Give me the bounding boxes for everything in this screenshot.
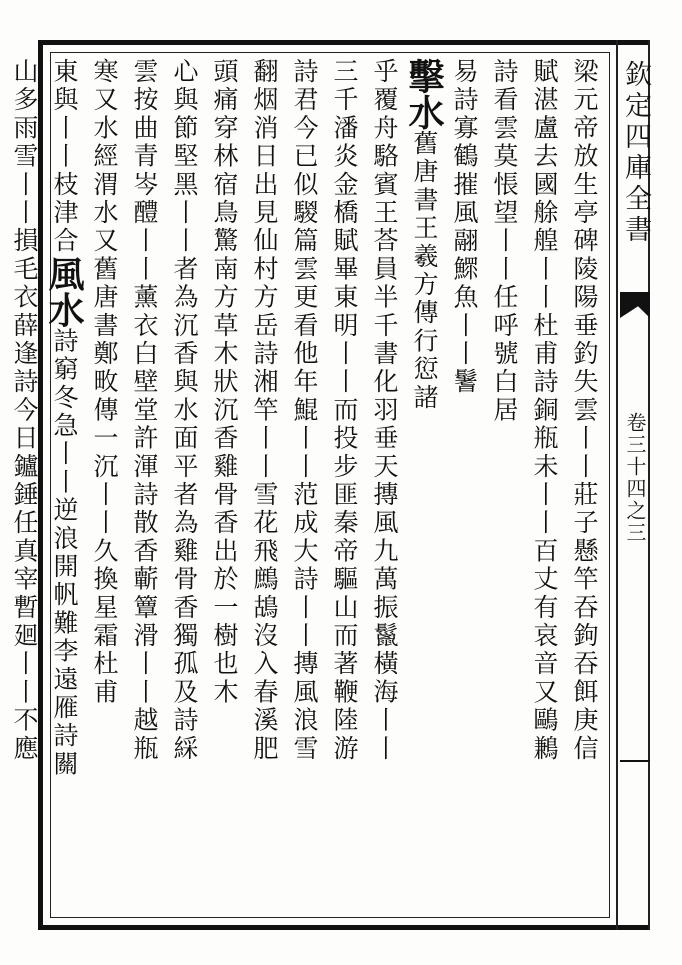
column-text: 賦湛盧去國艅艎丨丨杜甫詩銅瓶未丨丨百丈有哀音又鷗鶼 (530, 58, 559, 763)
volume-number: 卷三十四之三 (623, 412, 647, 544)
column-text: 雲按曲青岑醴丨丨薰衣白壁堂許渾詩散香蘄簟滑丨丨越瓶 (130, 58, 159, 763)
fish-tail-mark-lower (620, 760, 650, 786)
text-column-15 (44, 52, 84, 918)
column-text: 舊唐書王羲方傳行愆諸 (410, 130, 439, 412)
column-text: 翻烟消日出見仙村方岳詩湘竿丨丨雪花飛鷓鴣沒入春溪肥 (250, 58, 279, 763)
text-column-12 (164, 52, 204, 918)
text-column-11 (204, 52, 244, 918)
column-text: 乎覆舟駱賓王荅員半千書化羽垂天摶風九萬振鬣橫海丨丨 (370, 58, 399, 763)
text-column-9 (244, 52, 284, 918)
text-column-2 (524, 52, 564, 918)
text-column-5 (404, 52, 444, 918)
column-text: 詩君今已似騣篇雲更看他年鯤丨丨范成大詩丨丨摶風浪雪 (290, 58, 319, 763)
text-column-3 (484, 52, 524, 918)
text-column-4 (444, 52, 484, 918)
entry-heading: 擊水 (403, 58, 445, 130)
column-text: 頭痛穿林宿鳥驚南方草木狀沉香雞骨香出於一樹也木 (210, 58, 239, 707)
column-text: 東與丨丨枝津合 (50, 58, 79, 256)
column-text: 心與節堅黑丨丨者為沉香與水面平者為雞骨香獨孤及詩綵 (170, 58, 199, 763)
text-column-7 (324, 52, 364, 918)
column-text: 寒又水經渭水又舊唐書鄭畋傳一沉丨丨久換星霜杜甫 (90, 58, 119, 707)
text-column-14 (84, 52, 124, 918)
text-column-6 (364, 52, 404, 918)
column-text: 詩看雲莫悵望丨丨任呼號白居 (490, 58, 519, 425)
text-column-8 (284, 52, 324, 918)
text-column-13 (124, 52, 164, 918)
column-text: 易詩寡鶴摧風翮鰥魚丨丨鬐 (450, 58, 479, 397)
edition-title: 欽定四庫全書 (620, 60, 651, 246)
entry-heading: 風水 (43, 255, 85, 328)
column-text: 山多雨雪丨丨損毛衣薛逢詩今日鑪錘任真宰暫廻丨丨不應 (10, 58, 39, 763)
text-columns (10, 52, 608, 918)
column-text: 三千潘炎金橋賦畢東明丨丨而投步匪秦帝驅山而著鞭陸游 (330, 58, 359, 763)
column-text: 梁元帝放生亭碑陵陽垂釣失雲丨丨莊子懸竿吞鉤吞餌庚信 (570, 58, 599, 763)
column-text: 詩窮冬急丨丨逆浪開帆難李遠雁詩關 (50, 327, 79, 779)
text-column-16 (4, 52, 44, 918)
text-column-1 (564, 52, 604, 918)
